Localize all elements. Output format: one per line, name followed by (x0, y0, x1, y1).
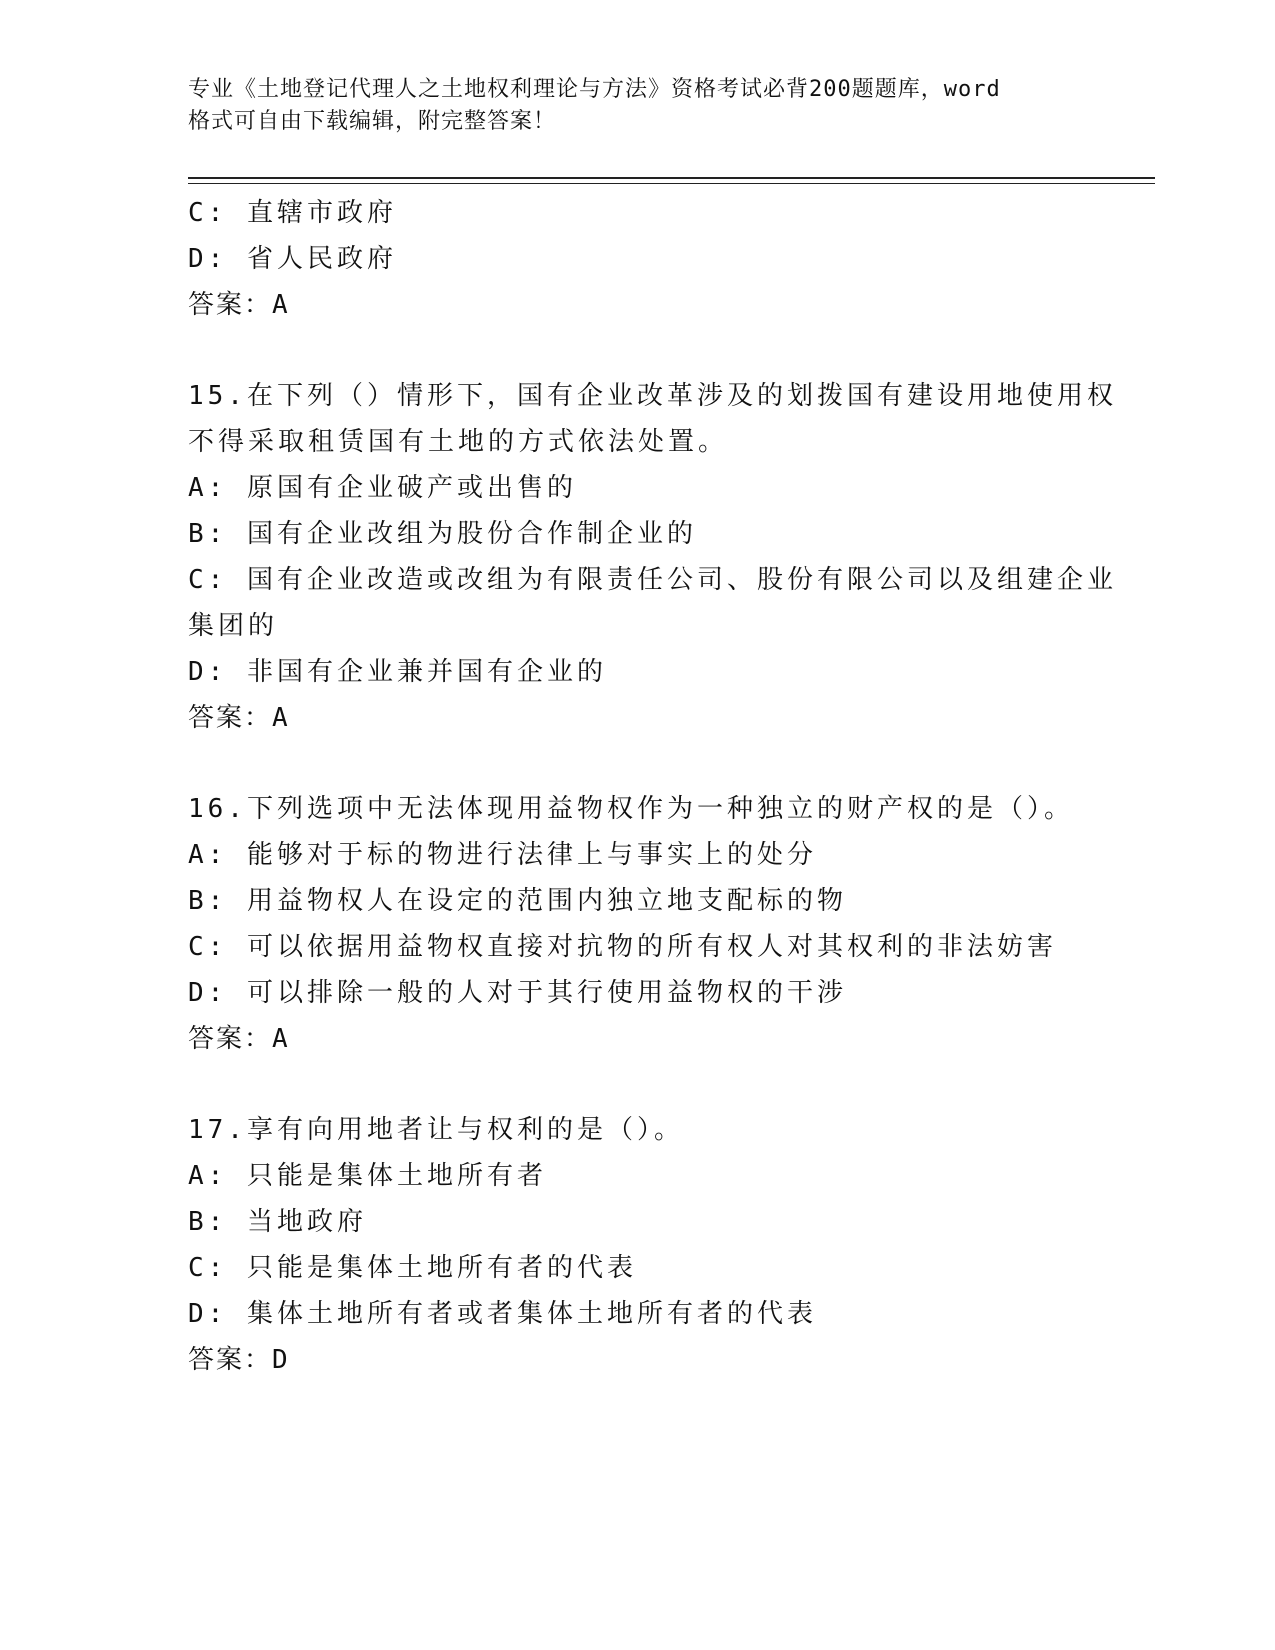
q15-option-b: B: 国有企业改组为股份合作制企业的 (188, 519, 697, 549)
spacer (188, 741, 1088, 786)
q15-option-c-line-2: 集团的 (188, 611, 279, 641)
q17-answer-label: 答案： (188, 1345, 273, 1375)
q15-answer-value: A (272, 703, 290, 733)
q17-option-d: D: 集体土地所有者或者集体土地所有者的代表 (188, 1299, 817, 1329)
q16-answer-label: 答案： (188, 1024, 273, 1054)
q14-option-c: C: 直辖市政府 (188, 198, 397, 228)
document-header (188, 74, 1088, 138)
q14-option-d: D: 省人民政府 (188, 244, 397, 274)
q15-stem-line-1: 15.在下列（）情形下，国有企业改革涉及的划拨国有建设用地使用权 (188, 381, 1117, 411)
q15-option-c-line-1: C: 国有企业改造或改组为有限责任公司、股份有限公司以及组建企业 (188, 565, 1117, 595)
question-15 (188, 373, 1117, 741)
header-divider-thin (188, 183, 1155, 184)
question-list (188, 190, 1117, 1383)
q15-answer (188, 695, 1088, 741)
q17-option-c: C: 只能是集体土地所有者的代表 (188, 1253, 637, 1283)
q15-option-d: D: 非国有企业兼并国有企业的 (188, 657, 607, 687)
q17-stem: 17.享有向用地者让与权利的是（）。 (188, 1115, 684, 1145)
spacer (188, 328, 1088, 373)
q15-answer-label: 答案： (188, 703, 273, 733)
q14-answer-label: 答案： (188, 290, 273, 320)
header-line-2: 格式可自由下载编辑，附完整答案！ (188, 109, 557, 134)
q14-answer-value: A (272, 290, 290, 320)
q17-option-b: B: 当地政府 (188, 1207, 367, 1237)
spacer (188, 1062, 1088, 1107)
q16-option-c: C: 可以依据用益物权直接对抗物的所有权人对其权利的非法妨害 (188, 932, 1057, 962)
q16-option-b: B: 用益物权人在设定的范围内独立地支配标的物 (188, 886, 847, 916)
q17-answer (188, 1337, 1088, 1383)
question-17 (188, 1107, 1088, 1383)
q15-option-a: A: 原国有企业破产或出售的 (188, 473, 577, 503)
q16-option-a: A: 能够对于标的物进行法律上与事实上的处分 (188, 840, 817, 870)
q16-option-d: D: 可以排除一般的人对于其行使用益物权的干涉 (188, 978, 847, 1008)
header-line-1: 专业《土地登记代理人之土地权利理论与方法》资格考试必背200题题库，word (188, 77, 1001, 102)
q17-option-a: A: 只能是集体土地所有者 (188, 1161, 547, 1191)
q15-stem-line-2: 不得采取租赁国有土地的方式依法处置。 (188, 427, 729, 457)
question-14 (188, 190, 1088, 328)
q16-stem: 16.下列选项中无法体现用益物权作为一种独立的财产权的是（）。 (188, 794, 1074, 824)
question-16 (188, 786, 1088, 1062)
q16-answer-value: A (272, 1024, 290, 1054)
q16-answer (188, 1016, 1088, 1062)
q17-answer-value: D (272, 1345, 290, 1375)
header-divider-thick (188, 177, 1155, 179)
q14-answer (188, 282, 1088, 328)
